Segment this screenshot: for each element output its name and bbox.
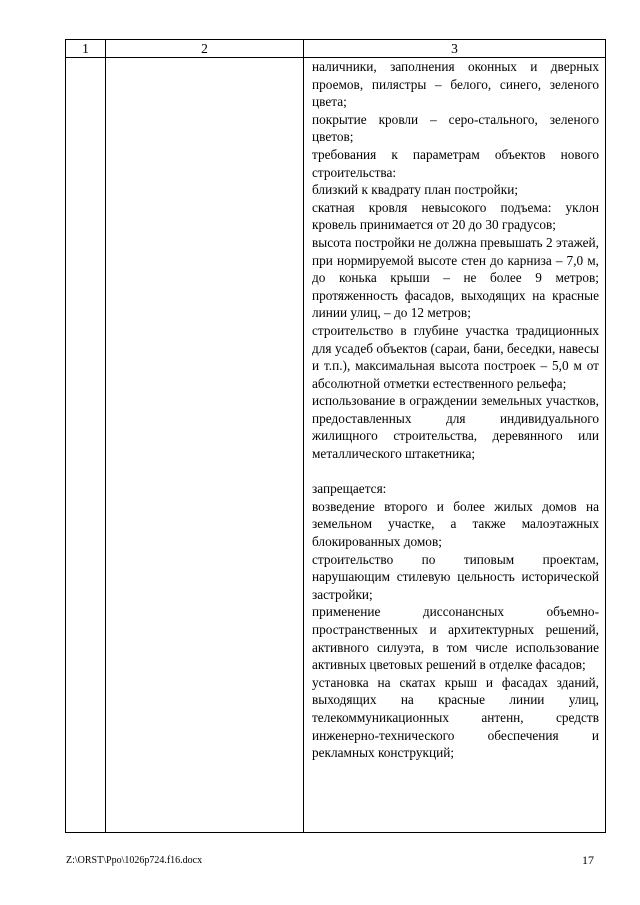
requirement-paragraph: скатная кровля невысокого подъема: уклон кровель принимается от 20 до 30 градусов; (312, 199, 599, 233)
cell-col-3 (304, 58, 606, 833)
cell-col-1 (66, 58, 106, 833)
column-header-3: 3 (304, 40, 606, 58)
paragraph-spacer (312, 463, 599, 481)
prohibited-heading: запрещается: (312, 481, 387, 497)
prohibited-paragraph: установка на скатах крыш и фасадах зданий, выходящих на красные линии улиц, телекоммуникационных антенн, средств инженерно-технического обеспечения и рекламных конструкций; (312, 674, 599, 761)
requirement-paragraph: наличники, заполнения оконных и дверных проемов, пилястры – белого, синего, зеленого цвета; (312, 59, 599, 110)
column-header-1: 1 (66, 40, 106, 58)
footer-file-path: Z:\ORST\Ppo\1026p724.f16.docx (66, 855, 203, 866)
requirement-paragraph: высота постройки не должна превышать 2 этажей, при нормируемой высоте стен до карниза – 7,0 м, до конька крыши – не более 9 метров; протяженность фасадов, выходящих на красные линии улиц, – до 12 метров; (312, 234, 599, 321)
cell-col-2 (106, 58, 304, 833)
requirement-paragraph: близкий к квадрату план постройки; (312, 182, 519, 198)
prohibited-paragraph: применение диссонансных объемно-пространственных и архитектурных решений, активного силуэта, в том числе использование активных цветовых решений в отделке фасадов; (312, 604, 599, 673)
requirement-paragraph: использование в ограждении земельных участков, предоставленных для индивидуального жилищного строительства, деревянного или металлического штакетника; (312, 393, 599, 462)
prohibited-paragraph: возведение второго и более жилых домов на земельном участке, а также малоэтажных блокированных домов; (312, 498, 599, 550)
requirement-paragraph: строительство в глубине участка традиционных для усадеб объектов (сараи, бани, беседки, навесы и т.п.), максимальная высота построек – 5,0 м от абсолютной отметки естественного рельефа; (312, 322, 599, 391)
regulations-table (65, 39, 606, 833)
column-header-2: 2 (106, 40, 304, 58)
page-number: 17 (582, 853, 594, 867)
prohibited-paragraph: строительство по типовым проектам, нарушающим стилевую цельность исторической застройки; (312, 551, 599, 602)
table-header-row (66, 40, 606, 58)
table-body-row (66, 58, 606, 833)
requirement-paragraph: покрытие кровли – серо-стального, зеленого цветов; (312, 111, 599, 145)
requirement-paragraph: требования к параметрам объектов нового строительства: (312, 146, 599, 180)
